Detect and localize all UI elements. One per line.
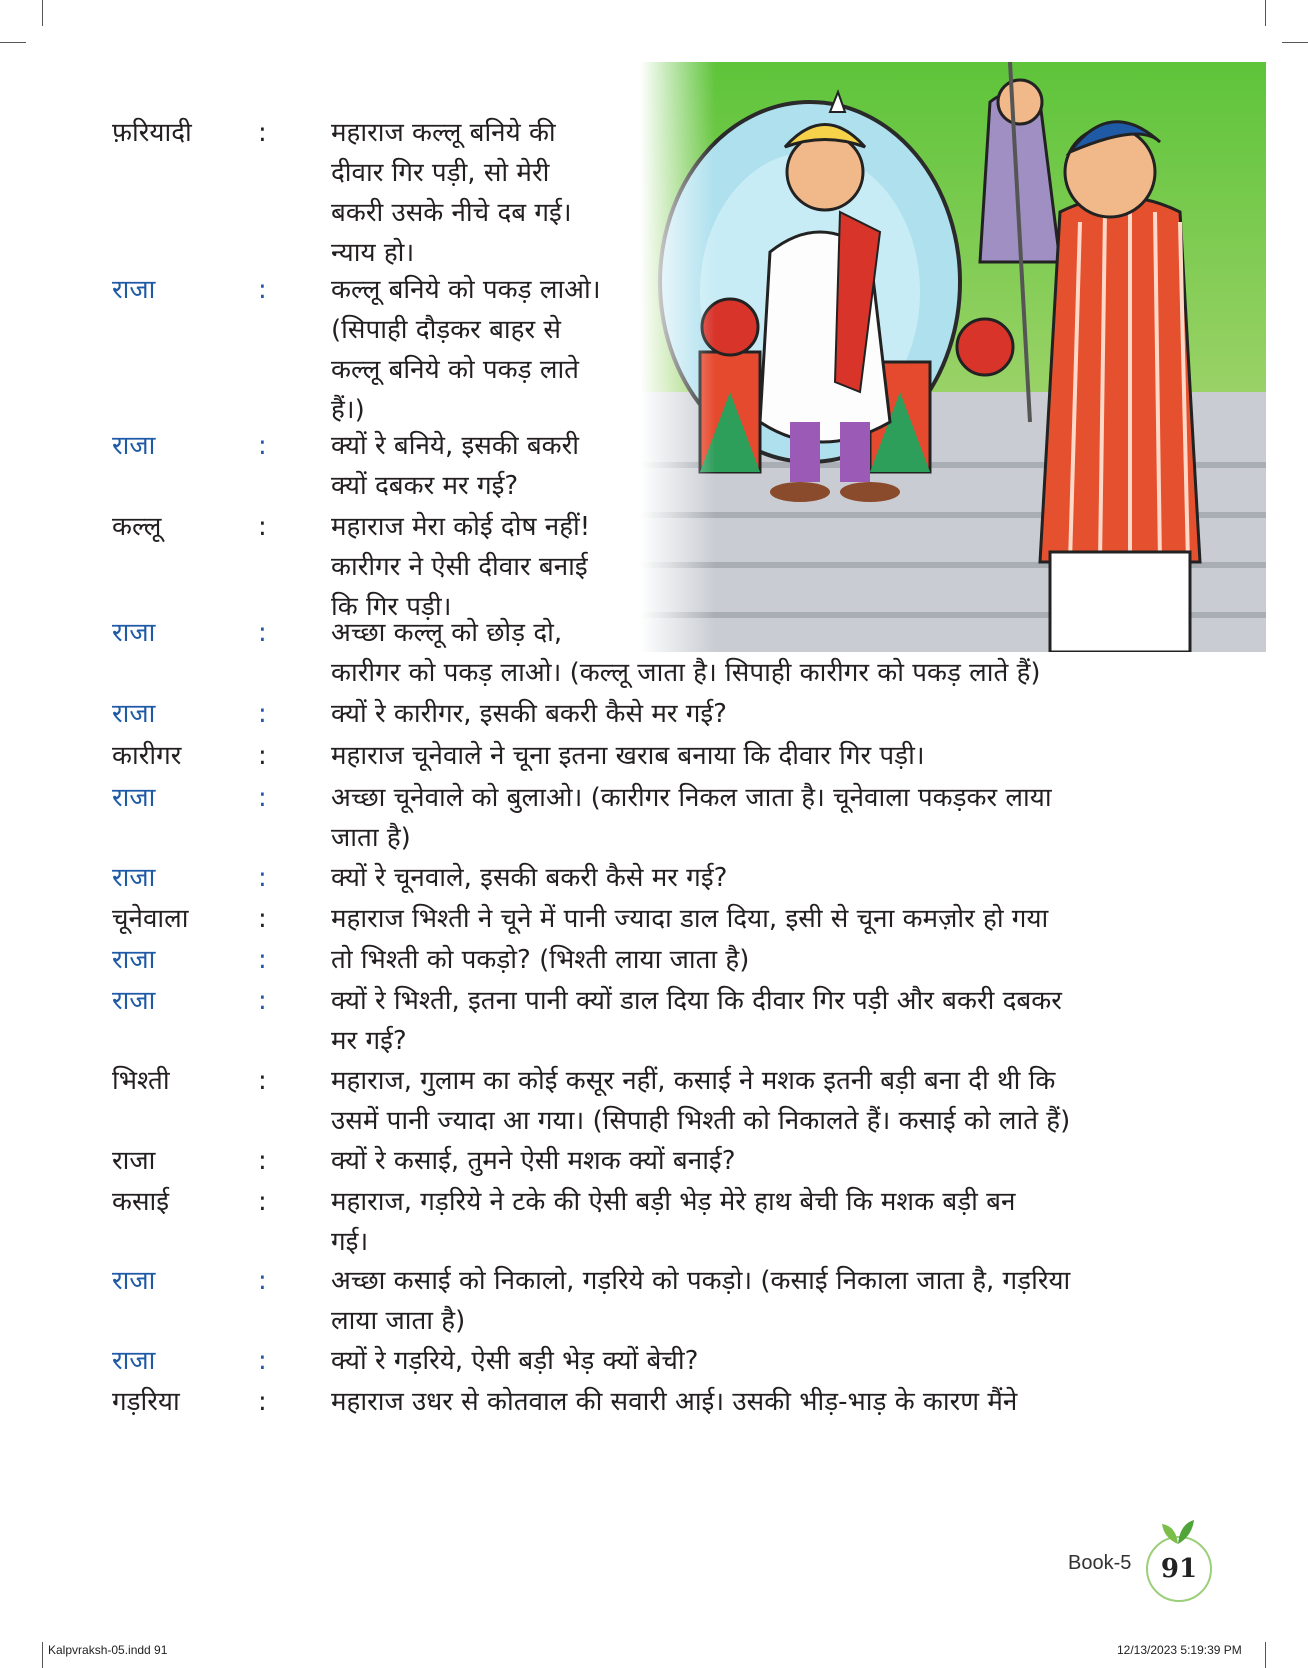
speaker-name: राजा — [112, 275, 156, 305]
speaker-name: भिश्ती — [112, 1066, 170, 1096]
leaf-icon — [1158, 1520, 1198, 1544]
court-illustration — [640, 62, 1266, 652]
speaker-name: कारीगर — [112, 741, 182, 771]
speaker-colon: : — [258, 741, 267, 771]
speaker-colon: : — [258, 1346, 267, 1376]
speaker-name: राजा — [112, 699, 156, 729]
speaker-colon: : — [258, 512, 267, 542]
dialogue-line: महाराज उधर से कोतवाल की सवारी आई। उसकी भीड़-भाड़ के कारण मैंने — [331, 1387, 1018, 1417]
dialogue-line: उसमें पानी ज्यादा आ गया। (सिपाही भिश्ती को निकालते हैं। कसाई को लाते हैं) — [331, 1106, 1071, 1136]
crop-mark — [42, 0, 43, 26]
dialogue-line: क्यों रे बनिये, इसकी बकरी — [331, 431, 579, 461]
speaker-colon: : — [258, 699, 267, 729]
speaker-name: राजा — [112, 618, 156, 648]
speaker-colon: : — [258, 904, 267, 934]
dialogue-line: बकरी उसके नीचे दब गई। — [331, 198, 572, 228]
dialogue-line: न्याय हो। — [331, 238, 415, 268]
slug-file: Kalpvraksh-05.indd 91 — [48, 1643, 168, 1657]
dialogue-line: हैं।) — [331, 395, 365, 425]
dialogue-line: अच्छा कल्लू को छोड़ दो, — [331, 618, 563, 648]
speaker-colon: : — [258, 1066, 267, 1096]
dialogue-line: क्यों रे चूनवाले, इसकी बकरी कैसे मर गई? — [331, 863, 728, 893]
dialogue-line: कारीगर ने ऐसी दीवार बनाई — [331, 552, 588, 582]
speaker-name: राजा — [112, 863, 156, 893]
speaker-colon: : — [258, 118, 267, 148]
dialogue-line: गई। — [331, 1227, 369, 1257]
speaker-name: राजा — [112, 945, 156, 975]
speaker-colon: : — [258, 431, 267, 461]
dialogue-line: कारीगर को पकड़ लाओ। (कल्लू जाता है। सिपाही कारीगर को पकड़ लाते हैं) — [331, 658, 1041, 688]
dialogue-line: क्यों रे कसाई, तुमने ऐसी मशक क्यों बनाई? — [331, 1146, 736, 1176]
dialogue-line: कल्लू बनिये को पकड़ लाते — [331, 355, 580, 385]
crop-mark — [0, 42, 26, 43]
speaker-colon: : — [258, 1146, 267, 1176]
speaker-colon: : — [258, 863, 267, 893]
speaker-name: राजा — [112, 1146, 156, 1176]
dialogue-line: क्यों रे भिश्ती, इतना पानी क्यों डाल दिया कि दीवार गिर पड़ी और बकरी दबकर — [331, 986, 1062, 1016]
speaker-name: फ़रियादी — [112, 118, 192, 148]
speaker-colon: : — [258, 783, 267, 813]
speaker-colon: : — [258, 1187, 267, 1217]
crop-mark — [1265, 1642, 1266, 1668]
speaker-colon: : — [258, 945, 267, 975]
speaker-colon: : — [258, 1387, 267, 1417]
speaker-name: कसाई — [112, 1187, 170, 1217]
speaker-name: राजा — [112, 783, 156, 813]
speaker-name: गड़रिया — [112, 1387, 180, 1417]
speaker-name: राजा — [112, 986, 156, 1016]
crop-mark — [42, 1642, 43, 1668]
dialogue-line: महाराज भिश्ती ने चूने में पानी ज्यादा डाल दिया, इसी से चूना कमज़ोर हो गया — [331, 904, 1049, 934]
dialogue-line: अच्छा कसाई को निकालो, गड़रिये को पकड़ो। (कसाई निकाला जाता है, गड़रिया — [331, 1266, 1071, 1296]
dialogue-line: (सिपाही दौड़कर बाहर से — [331, 315, 561, 345]
dialogue-line: महाराज कल्लू बनिये की — [331, 118, 556, 148]
dialogue-line: क्यों रे कारीगर, इसकी बकरी कैसे मर गई? — [331, 699, 727, 729]
dialogue-line: महाराज, गुलाम का कोई कसूर नहीं, कसाई ने मशक इतनी बड़ी बना दी थी कि — [331, 1066, 1056, 1096]
page-number — [1146, 1536, 1212, 1602]
slug-timestamp: 12/13/2023 5:19:39 PM — [1117, 1643, 1242, 1657]
dialogue-line: तो भिश्ती को पकड़ो? (भिश्ती लाया जाता है) — [331, 945, 750, 975]
speaker-colon: : — [258, 618, 267, 648]
book-label: Book-5 — [1068, 1552, 1132, 1574]
speaker-colon: : — [258, 986, 267, 1016]
dialogue-line: मर गई? — [331, 1026, 407, 1056]
dialogue-line: लाया जाता है) — [331, 1306, 466, 1336]
dialogue-line: महाराज चूनेवाले ने चूना इतना खराब बनाया कि दीवार गिर पड़ी। — [331, 741, 925, 771]
crop-mark — [1282, 42, 1308, 43]
dialogue-line: दीवार गिर पड़ी, सो मेरी — [331, 158, 550, 188]
speaker-name: राजा — [112, 1266, 156, 1296]
speaker-name: चूनेवाला — [112, 904, 189, 934]
crop-mark — [1265, 0, 1266, 26]
speaker-name: राजा — [112, 1346, 156, 1376]
speaker-name: कल्लू — [112, 512, 162, 542]
speaker-colon: : — [258, 275, 267, 305]
dialogue-line: कि गिर पड़ी। — [331, 592, 452, 622]
dialogue-line: क्यों रे गड़रिये, ऐसी बड़ी भेड़ क्यों बेची? — [331, 1346, 699, 1376]
dialogue-line: जाता है) — [331, 823, 411, 853]
speaker-name: राजा — [112, 431, 156, 461]
dialogue-line: महाराज, गड़रिये ने टके की ऐसी बड़ी भेड़ मेरे हाथ बेची कि मशक बड़ी बन — [331, 1187, 1016, 1217]
dialogue-line: क्यों दबकर मर गई? — [331, 471, 519, 501]
dialogue-line: कल्लू बनिये को पकड़ लाओ। — [331, 275, 601, 305]
dialogue-line: अच्छा चूनेवाले को बुलाओ। (कारीगर निकल जाता है। चूनेवाला पकड़कर लाया — [331, 783, 1052, 813]
dialogue-line: महाराज मेरा कोई दोष नहीं! — [331, 512, 591, 542]
speaker-colon: : — [258, 1266, 267, 1296]
page-number-text: 91 — [1160, 1554, 1198, 1584]
